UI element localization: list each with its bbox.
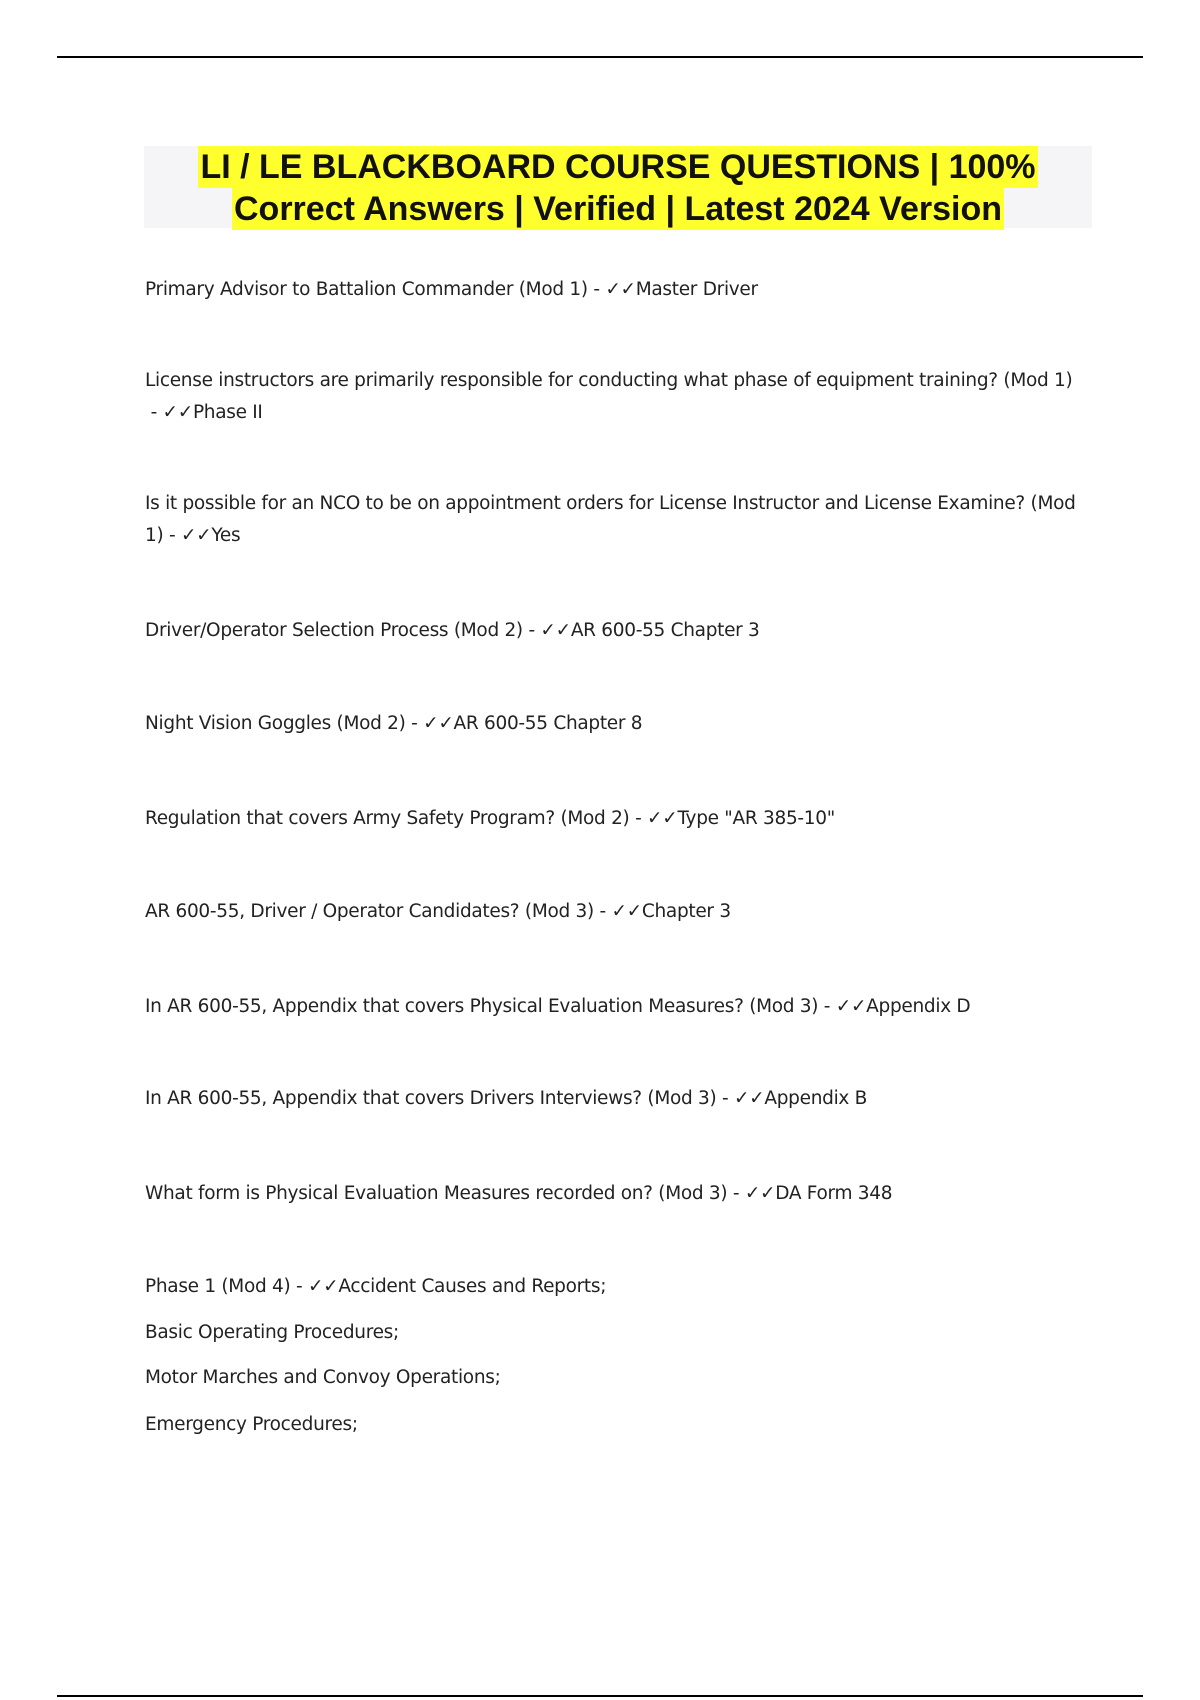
question-text: What form is Physical Evaluation Measures recorded on? (Mod 3) <box>145 1183 728 1204</box>
check-icon: ✓✓ <box>307 1276 339 1297</box>
qa-item <box>145 274 1095 306</box>
answer-text: Type "AR 385-10" <box>677 808 835 829</box>
question-text: License instructors are primarily responsible for conducting what phase of equipment training? (Mod 1) <box>145 370 1073 391</box>
answer-text: AR 600-55 Chapter 3 <box>570 620 760 641</box>
question-text: Regulation that covers Army Safety Program? (Mod 2) <box>145 808 630 829</box>
question-text: In AR 600-55, Appendix that covers Drivers Interviews? (Mod 3) <box>145 1088 717 1109</box>
separator: - <box>163 525 181 546</box>
check-icon: ✓✓ <box>744 1183 776 1204</box>
answer-text: Master Driver <box>635 279 758 300</box>
separator: - <box>405 713 424 734</box>
qa-item <box>145 365 1095 429</box>
separator: - <box>145 402 163 423</box>
separator: - <box>290 1276 308 1297</box>
answer-text: Accident Causes and Reports; <box>338 1276 607 1297</box>
question-text: Driver/Operator Selection Process (Mod 2) <box>145 620 523 641</box>
answer-continuation: Basic Operating Procedures; <box>145 1322 399 1343</box>
document-title <box>144 146 1092 228</box>
title-line-2: Correct Answers | Verified | Latest 2024 Version <box>234 190 1002 228</box>
question-text: Is it possible for an NCO to be on appointment orders for License Instructor and License Examine? (Mod 1) <box>145 493 1076 546</box>
separator: - <box>727 1183 745 1204</box>
qa-item <box>145 1178 1095 1210</box>
qa-item <box>145 488 1095 552</box>
check-icon: ✓✓ <box>605 279 636 300</box>
question-text: AR 600-55, Driver / Operator Candidates? (Mod 3) <box>145 901 594 922</box>
answer-continuation: Emergency Procedures; <box>145 1414 358 1435</box>
check-icon: ✓✓ <box>835 996 867 1017</box>
qa-item <box>145 991 1095 1023</box>
bottom-rule <box>57 1695 1143 1697</box>
qa-item <box>145 1083 1095 1115</box>
answer-text: Appendix D <box>866 996 971 1017</box>
qa-item <box>145 803 1095 835</box>
answer-continuation: Motor Marches and Convoy Operations; <box>145 1367 501 1388</box>
separator: - <box>522 620 541 641</box>
title-line-1: LI / LE BLACKBOARD COURSE QUESTIONS | 100% <box>200 148 1036 186</box>
separator: - <box>716 1088 734 1109</box>
separator: - <box>629 808 648 829</box>
check-icon: ✓✓ <box>423 713 454 734</box>
question-text: Night Vision Goggles (Mod 2) <box>145 713 406 734</box>
separator: - <box>593 901 612 922</box>
answer-text: DA Form 348 <box>775 1183 893 1204</box>
question-text: Phase 1 (Mod 4) <box>145 1276 291 1297</box>
check-icon: ✓✓ <box>611 901 642 922</box>
check-icon: ✓✓ <box>733 1088 765 1109</box>
question-text: In AR 600-55, Appendix that covers Physical Evaluation Measures? (Mod 3) <box>145 996 819 1017</box>
check-icon: ✓✓ <box>540 620 571 641</box>
qa-item <box>145 896 1095 928</box>
check-icon: ✓✓ <box>162 402 193 423</box>
question-text: Primary Advisor to Battalion Commander (Mod 1) <box>145 279 588 300</box>
check-icon: ✓✓ <box>647 808 678 829</box>
qa-item <box>145 1271 1095 1303</box>
answer-text: Appendix B <box>764 1088 868 1109</box>
answer-text: AR 600-55 Chapter 8 <box>453 713 643 734</box>
qa-item <box>145 708 1095 740</box>
separator: - <box>587 279 606 300</box>
separator: - <box>818 996 836 1017</box>
qa-item <box>145 615 1095 647</box>
answer-text: Chapter 3 <box>641 901 731 922</box>
top-rule <box>57 56 1143 58</box>
check-icon: ✓✓ <box>180 525 212 546</box>
answer-text: Phase II <box>192 402 263 423</box>
answer-text: Yes <box>211 525 241 546</box>
